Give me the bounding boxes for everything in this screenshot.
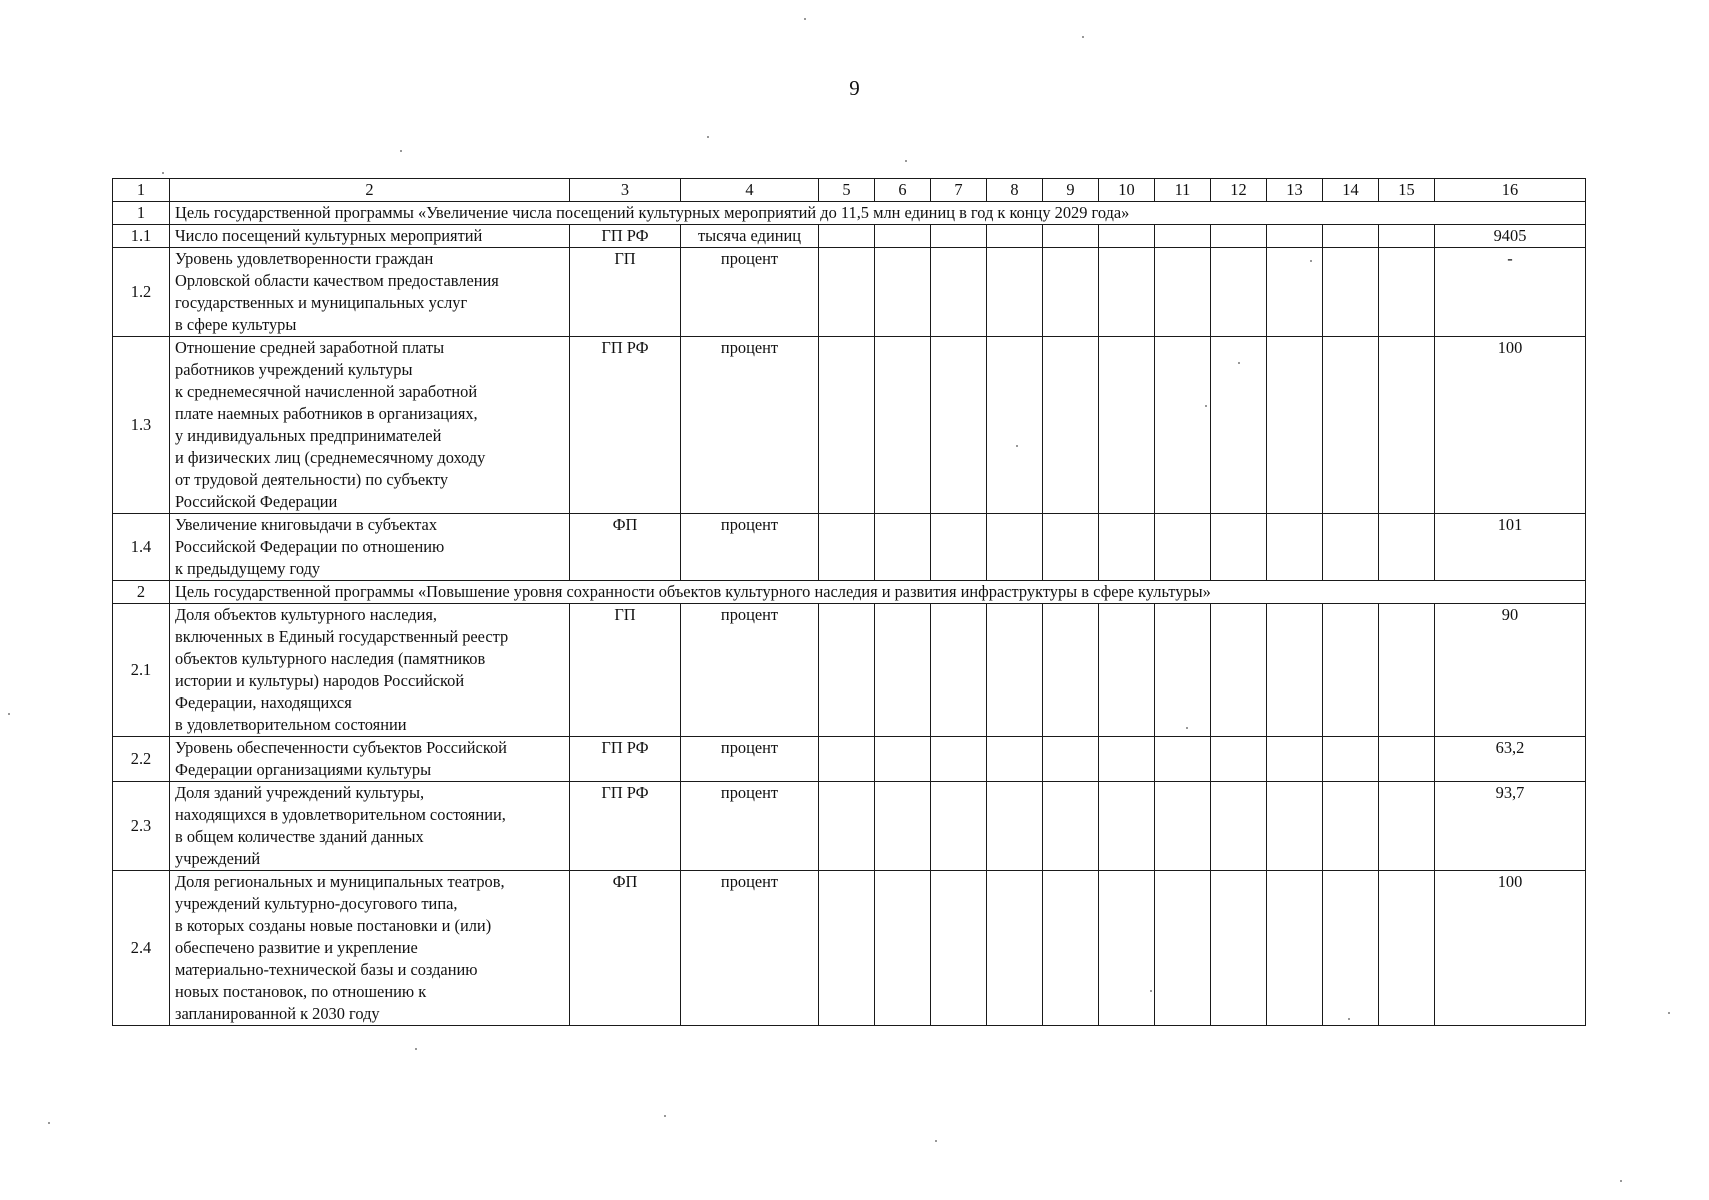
row-number: 1 <box>113 202 170 225</box>
empty-cell <box>1211 604 1267 737</box>
empty-cell <box>931 871 987 1026</box>
indicator-level: ФП <box>570 514 681 581</box>
indicators-table <box>112 178 1586 1026</box>
table-row <box>113 248 1586 337</box>
table-row <box>113 871 1586 1026</box>
empty-cell <box>1267 248 1323 337</box>
empty-cell <box>1211 782 1267 871</box>
empty-cell <box>1099 604 1155 737</box>
empty-cell <box>1267 737 1323 782</box>
empty-cell <box>1379 514 1435 581</box>
empty-cell <box>1155 737 1211 782</box>
header-row <box>113 179 1586 202</box>
empty-cell <box>1043 782 1099 871</box>
table-row <box>113 337 1586 514</box>
scan-speck <box>707 136 709 138</box>
indicator-unit: процент <box>681 871 819 1026</box>
empty-cell <box>931 225 987 248</box>
empty-cell <box>1043 514 1099 581</box>
empty-cell <box>1323 248 1379 337</box>
indicator-unit: процент <box>681 514 819 581</box>
indicator-value: 93,7 <box>1435 782 1586 871</box>
empty-cell <box>1155 604 1211 737</box>
indicator-name: Уровень обеспеченности субъектов Российской Федерации организациями культуры <box>170 737 570 782</box>
header-cell: 14 <box>1323 179 1379 202</box>
empty-cell <box>987 871 1043 1026</box>
indicator-unit: тысяча единиц <box>681 225 819 248</box>
empty-cell <box>819 871 875 1026</box>
scan-speck <box>1205 405 1207 407</box>
empty-cell <box>875 514 931 581</box>
header-cell: 2 <box>170 179 570 202</box>
indicator-name: Увеличение книговыдачи в субъектах Российской Федерации по отношению к предыдущему году <box>170 514 570 581</box>
indicator-name: Отношение средней заработной платы работников учреждений культуры к среднемесячной начисленной заработной плате наемных работников в организациях, у индивидуальных предпринимателей и физических лиц (среднемесячному доходу от трудовой деятельности) по субъекту Российской Федерации <box>170 337 570 514</box>
row-number: 1.3 <box>113 337 170 514</box>
scan-speck <box>1668 1012 1670 1014</box>
table-row <box>113 514 1586 581</box>
empty-cell <box>1155 248 1211 337</box>
header-cell: 3 <box>570 179 681 202</box>
empty-cell <box>1267 604 1323 737</box>
indicator-value: 90 <box>1435 604 1586 737</box>
empty-cell <box>875 225 931 248</box>
empty-cell <box>875 782 931 871</box>
indicator-level: ГП РФ <box>570 337 681 514</box>
empty-cell <box>819 225 875 248</box>
header-cell: 9 <box>1043 179 1099 202</box>
row-number: 1.2 <box>113 248 170 337</box>
scan-speck <box>804 18 806 20</box>
empty-cell <box>1379 737 1435 782</box>
indicator-level: ГП <box>570 604 681 737</box>
indicator-name: Доля объектов культурного наследия, включенных в Единый государственный реестр объектов культурного наследия (памятников истории и культуры) народов Российской Федерации, находящихся в удовлетворительном состоянии <box>170 604 570 737</box>
header-cell: 13 <box>1267 179 1323 202</box>
empty-cell <box>987 248 1043 337</box>
indicator-level: ФП <box>570 871 681 1026</box>
empty-cell <box>987 737 1043 782</box>
empty-cell <box>987 337 1043 514</box>
indicator-level: ГП РФ <box>570 782 681 871</box>
indicator-unit: процент <box>681 337 819 514</box>
row-number: 2.3 <box>113 782 170 871</box>
empty-cell <box>1155 225 1211 248</box>
empty-cell <box>819 514 875 581</box>
empty-cell <box>1043 337 1099 514</box>
row-number: 2.2 <box>113 737 170 782</box>
row-number: 2.4 <box>113 871 170 1026</box>
empty-cell <box>1155 782 1211 871</box>
empty-cell <box>931 337 987 514</box>
empty-cell <box>1099 337 1155 514</box>
empty-cell <box>1323 514 1379 581</box>
empty-cell <box>875 604 931 737</box>
empty-cell <box>819 248 875 337</box>
indicator-name: Уровень удовлетворенности граждан Орловской области качеством предоставления государственных и муниципальных услуг в сфере культуры <box>170 248 570 337</box>
header-cell: 8 <box>987 179 1043 202</box>
indicator-unit: процент <box>681 782 819 871</box>
empty-cell <box>987 225 1043 248</box>
empty-cell <box>931 604 987 737</box>
empty-cell <box>1211 225 1267 248</box>
empty-cell <box>1267 225 1323 248</box>
empty-cell <box>1379 248 1435 337</box>
scan-speck <box>664 1115 666 1117</box>
indicator-value: - <box>1435 248 1586 337</box>
empty-cell <box>987 604 1043 737</box>
scan-speck <box>48 1122 50 1124</box>
indicator-name: Число посещений культурных мероприятий <box>170 225 570 248</box>
empty-cell <box>1043 737 1099 782</box>
empty-cell <box>1099 514 1155 581</box>
scan-speck <box>8 713 10 715</box>
page-number: 9 <box>849 76 860 100</box>
empty-cell <box>931 514 987 581</box>
header-cell: 10 <box>1099 179 1155 202</box>
empty-cell <box>931 782 987 871</box>
indicator-level: ГП РФ <box>570 225 681 248</box>
scan-speck <box>1238 362 1240 364</box>
header-cell: 7 <box>931 179 987 202</box>
indicator-value: 100 <box>1435 337 1586 514</box>
empty-cell <box>819 337 875 514</box>
indicator-value: 100 <box>1435 871 1586 1026</box>
empty-cell <box>1379 604 1435 737</box>
row-number: 2.1 <box>113 604 170 737</box>
empty-cell <box>819 737 875 782</box>
row-number: 1.1 <box>113 225 170 248</box>
scan-speck <box>1620 1180 1622 1182</box>
scan-speck <box>1186 727 1188 729</box>
header-cell: 16 <box>1435 179 1586 202</box>
header-cell: 6 <box>875 179 931 202</box>
scan-speck <box>1150 990 1152 992</box>
empty-cell <box>1155 871 1211 1026</box>
empty-cell <box>1323 604 1379 737</box>
empty-cell <box>1211 514 1267 581</box>
empty-cell <box>875 737 931 782</box>
indicator-unit: процент <box>681 248 819 337</box>
goal-text: Цель государственной программы «Повышение уровня сохранности объектов культурного наследия и развития инфраструктуры в сфере культуры» <box>170 581 1586 604</box>
table-row <box>113 604 1586 737</box>
empty-cell <box>875 248 931 337</box>
empty-cell <box>1099 248 1155 337</box>
goal-text: Цель государственной программы «Увеличение числа посещений культурных мероприятий до 11,5 млн единиц в год к концу 2029 года» <box>170 202 1586 225</box>
indicator-level: ГП РФ <box>570 737 681 782</box>
header-cell: 4 <box>681 179 819 202</box>
empty-cell <box>875 337 931 514</box>
scan-speck <box>400 150 402 152</box>
table-row <box>113 225 1586 248</box>
empty-cell <box>1267 871 1323 1026</box>
empty-cell <box>1099 737 1155 782</box>
empty-cell <box>819 604 875 737</box>
empty-cell <box>1323 871 1379 1026</box>
empty-cell <box>875 871 931 1026</box>
table-row <box>113 737 1586 782</box>
empty-cell <box>1323 782 1379 871</box>
scan-speck <box>905 160 907 162</box>
table-row <box>113 782 1586 871</box>
empty-cell <box>987 514 1043 581</box>
empty-cell <box>1379 337 1435 514</box>
scan-speck <box>1016 445 1018 447</box>
indicator-name: Доля зданий учреждений культуры, находящихся в удовлетворительном состоянии, в общем количестве зданий данных учреждений <box>170 782 570 871</box>
empty-cell <box>931 248 987 337</box>
empty-cell <box>987 782 1043 871</box>
indicator-value: 9405 <box>1435 225 1586 248</box>
empty-cell <box>1211 248 1267 337</box>
empty-cell <box>1211 871 1267 1026</box>
indicator-unit: процент <box>681 737 819 782</box>
indicator-value: 101 <box>1435 514 1586 581</box>
header-cell: 5 <box>819 179 875 202</box>
empty-cell <box>1267 782 1323 871</box>
empty-cell <box>1323 337 1379 514</box>
empty-cell <box>1099 782 1155 871</box>
scan-speck <box>1348 1018 1350 1020</box>
header-cell: 11 <box>1155 179 1211 202</box>
empty-cell <box>1099 871 1155 1026</box>
empty-cell <box>931 737 987 782</box>
empty-cell <box>1155 337 1211 514</box>
empty-cell <box>1379 782 1435 871</box>
goal-row <box>113 581 1586 604</box>
empty-cell <box>1267 514 1323 581</box>
empty-cell <box>1043 225 1099 248</box>
goal-row <box>113 202 1586 225</box>
scan-speck <box>162 172 164 174</box>
header-cell: 15 <box>1379 179 1435 202</box>
scan-speck <box>1082 36 1084 38</box>
scan-speck <box>1310 260 1312 262</box>
empty-cell <box>1043 248 1099 337</box>
empty-cell <box>1323 225 1379 248</box>
indicator-name: Доля региональных и муниципальных театров, учреждений культурно-досугового типа, в которых созданы новые постановки и (или) обеспечено развитие и укрепление материально-технической базы и созданию новых постановок, по отношению к запланированной к 2030 году <box>170 871 570 1026</box>
row-number: 1.4 <box>113 514 170 581</box>
table-body <box>113 179 1586 1026</box>
empty-cell <box>1099 225 1155 248</box>
header-cell: 12 <box>1211 179 1267 202</box>
empty-cell <box>1043 604 1099 737</box>
empty-cell <box>1043 871 1099 1026</box>
empty-cell <box>1211 737 1267 782</box>
empty-cell <box>1155 514 1211 581</box>
row-number: 2 <box>113 581 170 604</box>
indicator-value: 63,2 <box>1435 737 1586 782</box>
indicator-unit: процент <box>681 604 819 737</box>
empty-cell <box>1379 225 1435 248</box>
empty-cell <box>1379 871 1435 1026</box>
empty-cell <box>819 782 875 871</box>
scan-speck <box>415 1048 417 1050</box>
empty-cell <box>1323 737 1379 782</box>
empty-cell <box>1267 337 1323 514</box>
header-cell: 1 <box>113 179 170 202</box>
indicator-level: ГП <box>570 248 681 337</box>
scan-speck <box>935 1140 937 1142</box>
